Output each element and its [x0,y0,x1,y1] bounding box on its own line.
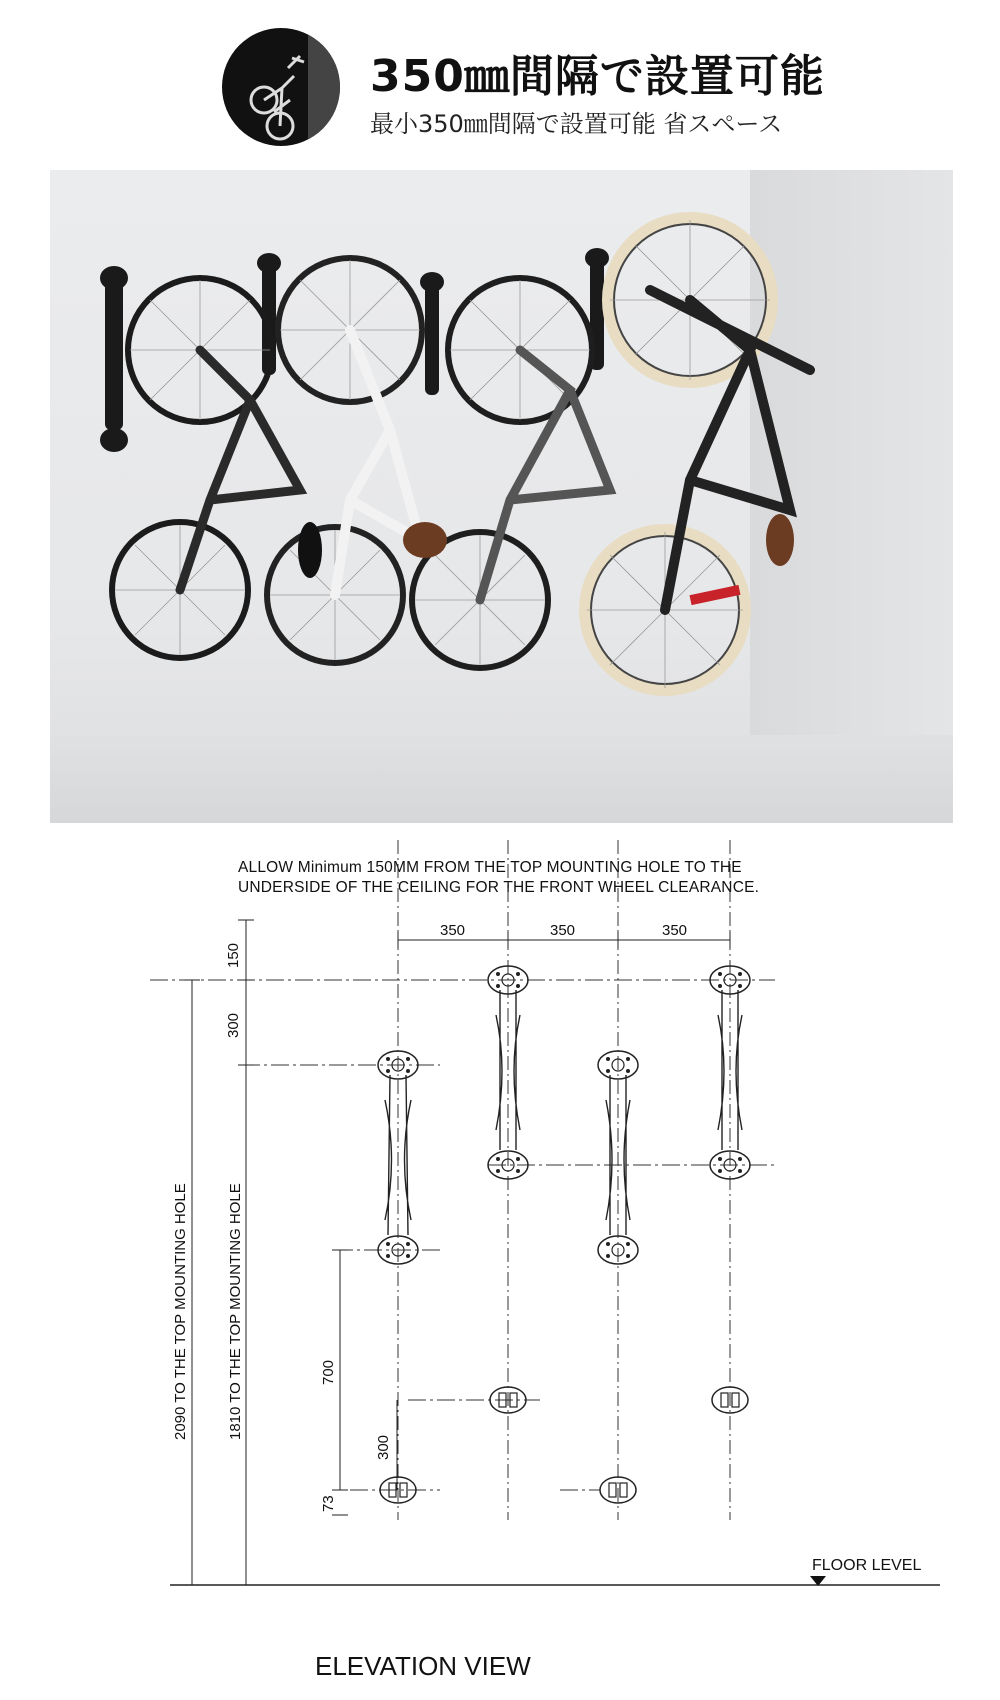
bike-1-saddle [298,522,322,578]
bike-3-frame [480,350,610,600]
page-subtitle: 最小350㎜間隔で設置可能 省スペース [370,110,783,138]
bikes-on-wall-photo [50,170,953,823]
bike-4-lock [690,585,741,605]
dim-150: 150 [225,942,242,968]
dim-300-bottom: 300 [375,1434,392,1460]
dim-700: 700 [320,1359,337,1385]
clearance-note: ALLOW Minimum 150MM FROM THE TOP MOUNTING HOLE TO THE UNDERSIDE OF THE CEILING FOR THE FRONT WHEEL CLEARANCE. [238,859,760,896]
spacing-label-1: 350 [440,922,466,939]
vertical-label-inner: 1810 TO THE TOP MOUNTING HOLE [227,1183,244,1440]
floor-level-label: FLOOR LEVEL [812,1557,922,1574]
spacing-label-2: 350 [550,922,576,939]
bike-3-saddle [403,522,447,558]
vertical-label-outer: 2090 TO THE TOP MOUNTING HOLE [172,1183,189,1440]
dim-73: 73 [320,1495,337,1512]
dim-300-top: 300 [225,1012,242,1038]
spacing-label-3: 350 [662,922,688,939]
elevation-drawing [0,840,1000,1700]
wall-mounted-bike-icon [222,28,340,146]
header [0,0,1000,150]
view-title: ELEVATION VIEW [315,1651,531,1681]
page-title: 350㎜間隔で設置可能 [370,51,825,102]
bike-4-saddle [766,514,794,566]
